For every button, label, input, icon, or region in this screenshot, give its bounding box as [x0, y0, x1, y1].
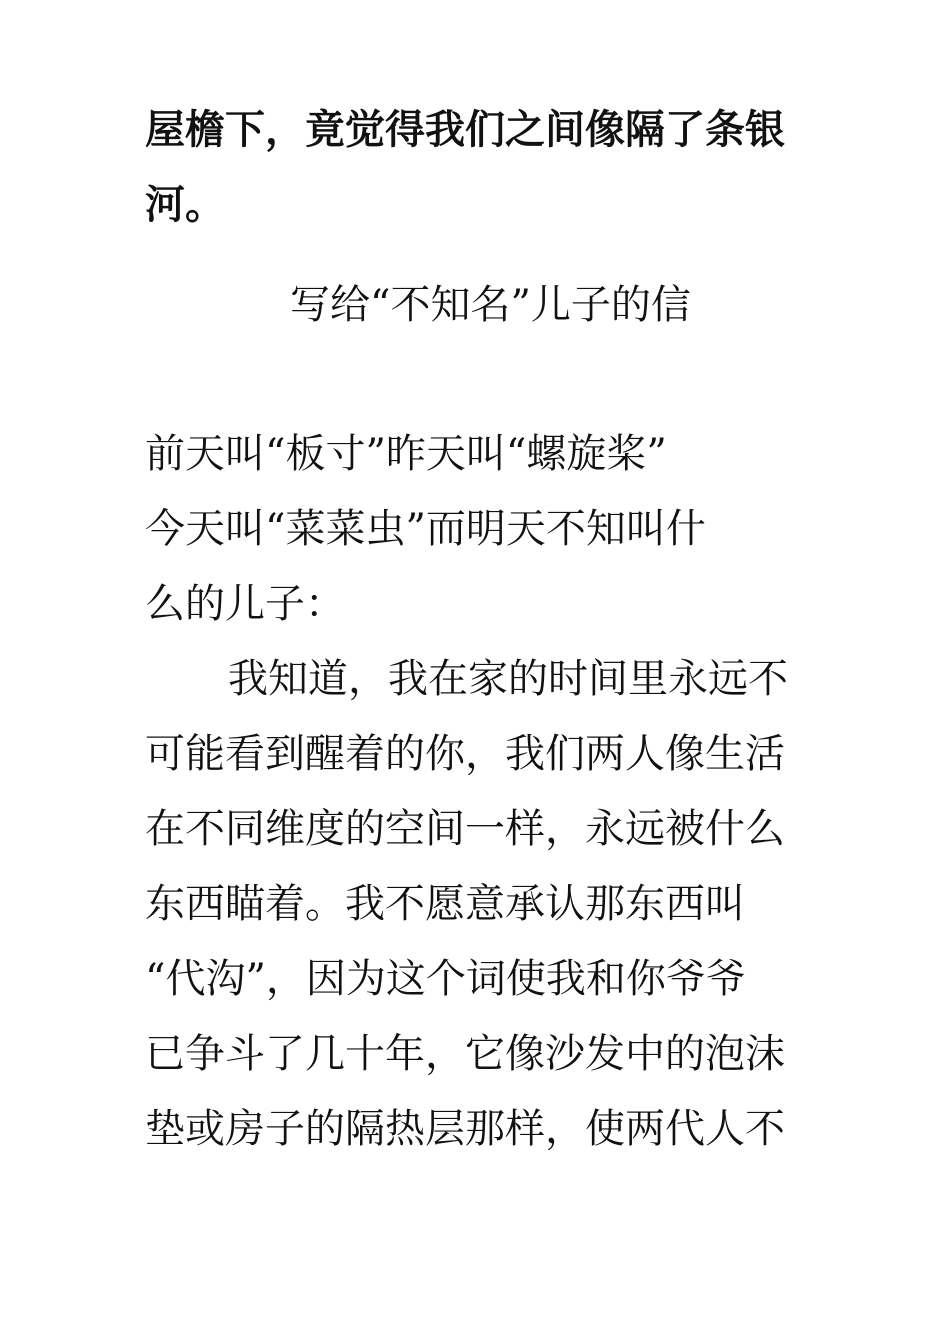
- previous-paragraph-line-2: 河。: [145, 182, 225, 228]
- salutation-line-3: 么的儿子：: [145, 581, 345, 627]
- salutation-line-1: 前天叫“板寸”昨天叫“螺旋桨”: [145, 431, 667, 477]
- letter-title: 写给“不知名”儿子的信: [290, 282, 691, 328]
- body-line-6: 已争斗了几十年，它像沙发中的泡沫: [145, 1031, 785, 1077]
- body-line-5: “代沟”，因为这个词使我和你爷爷: [145, 956, 746, 1002]
- body-line-7: 垫或房子的隔热层那样，使两代人不: [145, 1106, 785, 1152]
- body-line-3: 在不同维度的空间一样，永远被什么: [145, 806, 785, 852]
- body-line-2: 可能看到醒着的你，我们两人像生活: [145, 731, 785, 777]
- body-line-4: 东西瞄着。我不愿意承认那东西叫: [145, 881, 745, 927]
- body-line-1: 我知道，我在家的时间里永远不: [228, 656, 788, 702]
- salutation-line-2: 今天叫“菜菜虫”而明天不知叫什: [145, 506, 706, 552]
- previous-paragraph-line-1: 屋檐下，竟觉得我们之间像隔了条银: [145, 107, 785, 153]
